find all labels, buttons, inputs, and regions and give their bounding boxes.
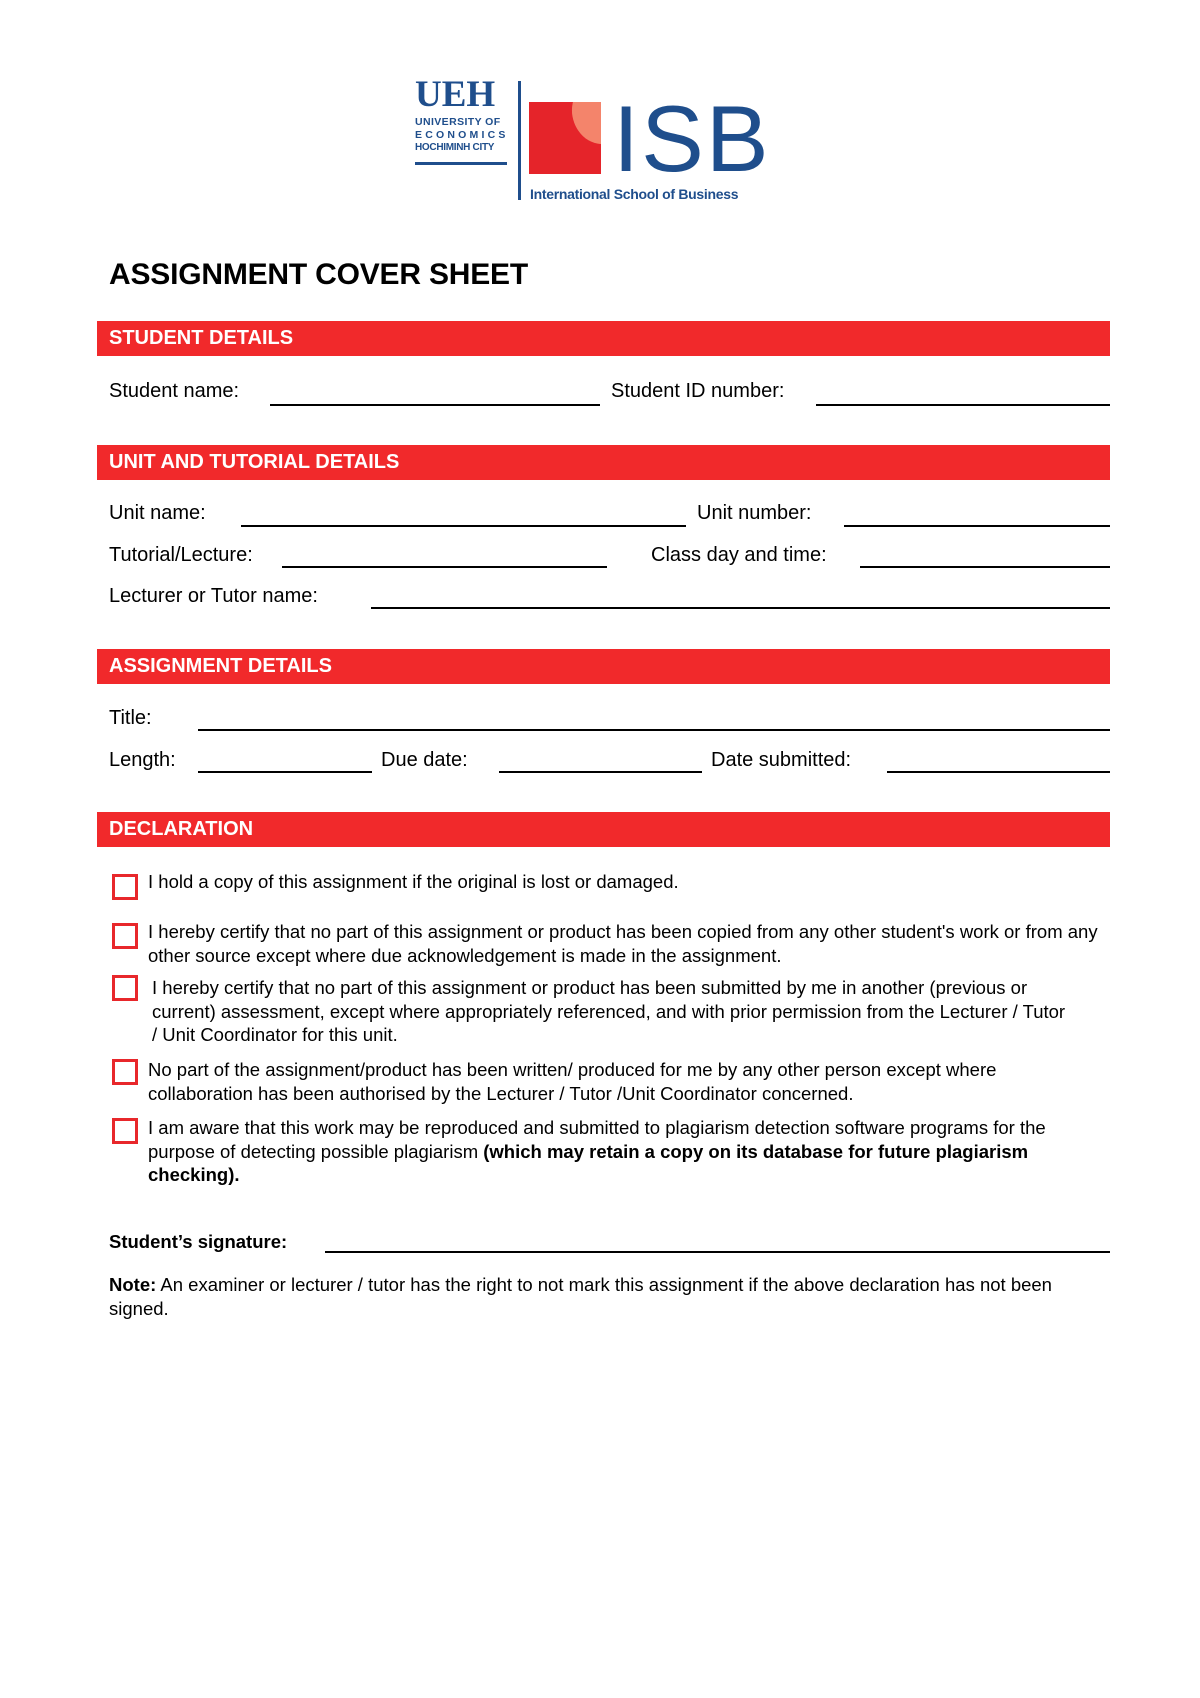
due-date-field[interactable]: [499, 771, 702, 773]
logo-divider: [518, 81, 521, 200]
student-name-label: Student name:: [109, 380, 240, 402]
lecturer-tutor-label: Lecturer or Tutor name:: [109, 585, 318, 607]
isb-logo-subtitle: International School of Business: [530, 186, 739, 202]
note-label: Note:: [109, 1274, 157, 1295]
tutorial-lecture-field[interactable]: [282, 566, 607, 568]
declaration-checkbox-5[interactable]: [112, 1118, 138, 1144]
unit-number-label: Unit number:: [697, 502, 812, 524]
section-assignment-details: [97, 649, 1110, 684]
ueh-logo-underline: [415, 162, 507, 165]
section-unit-details: [97, 445, 1110, 480]
signature-field[interactable]: [325, 1251, 1110, 1253]
tutorial-lecture-label: Tutorial/Lecture:: [109, 544, 253, 566]
isb-emblem-icon: [529, 102, 609, 174]
declaration-checkbox-2[interactable]: [112, 923, 138, 949]
class-day-time-label: Class day and time:: [651, 544, 827, 566]
student-id-label: Student ID number:: [611, 380, 785, 402]
signature-label: Student’s signature:: [109, 1231, 288, 1252]
student-id-field[interactable]: [816, 404, 1110, 406]
date-submitted-label: Date submitted:: [711, 749, 852, 771]
institution-logo: [415, 76, 775, 206]
class-day-time-field[interactable]: [860, 566, 1110, 568]
title-label: Title:: [109, 707, 152, 729]
unit-number-field[interactable]: [844, 525, 1110, 527]
ueh-logo-line2: ECONOMICS: [415, 129, 509, 141]
section-heading: UNIT AND TUTORIAL DETAILS: [109, 451, 400, 473]
note-body: An examiner or lecturer / tutor has the right to not mark this assignment if the above declaration has not been signed.: [109, 1274, 1052, 1319]
length-label: Length:: [109, 749, 176, 771]
page-title: ASSIGNMENT COVER SHEET: [109, 258, 528, 291]
section-heading: STUDENT DETAILS: [109, 327, 294, 349]
declaration-text-1: I hold a copy of this assignment if the original is lost or damaged.: [148, 871, 679, 892]
ueh-logo-wordmark: UEH: [415, 74, 496, 115]
due-date-label: Due date:: [381, 749, 468, 771]
declaration-text-5-bold: (which may retain a copy on its database for future plagiarism checking).: [148, 1140, 1029, 1185]
unit-name-field[interactable]: [241, 525, 686, 527]
section-declaration: [97, 812, 1110, 847]
length-field[interactable]: [198, 771, 372, 773]
declaration-checkbox-3[interactable]: [112, 975, 138, 1001]
title-field[interactable]: [198, 729, 1110, 731]
declaration-text-3: I hereby certify that no part of this assignment or product has been submitted by me in another (previous or current) assessment, except where appropriately referenced, and with prior permission from the Lecturer / Tutor / Unit Coordinator for this unit.: [152, 977, 1066, 1045]
unit-name-label: Unit name:: [109, 502, 206, 524]
declaration-text-5-plain: I am aware that this work may be reproduced and submitted to plagiarism detection software programs for the purpose of detecting possible plagiarism: [148, 1117, 1046, 1162]
student-name-field[interactable]: [270, 404, 600, 406]
lecturer-tutor-field[interactable]: [371, 607, 1110, 609]
ueh-logo-line3: HOCHIMINH CITY: [415, 142, 495, 153]
section-heading: ASSIGNMENT DETAILS: [109, 655, 332, 677]
section-heading: DECLARATION: [109, 818, 254, 840]
section-student-details: [97, 321, 1110, 356]
ueh-logo-line1: UNIVERSITY OF: [415, 116, 501, 128]
isb-logo-wordmark: ISB: [613, 86, 771, 191]
date-submitted-field[interactable]: [887, 771, 1110, 773]
note-text: [109, 1273, 1094, 1320]
declaration-text-5: [148, 1116, 1098, 1187]
declaration-text-4: No part of the assignment/product has been written/ produced for me by any other person except where collaboration has been authorised by the Lecturer / Tutor /Unit Coordinator concerned.: [148, 1059, 997, 1104]
declaration-checkbox-1[interactable]: [112, 874, 138, 900]
declaration-text-2: I hereby certify that no part of this assignment or product has been copied from any other student's work or from any other source except where due acknowledgement is made in the assignment.: [148, 921, 1098, 966]
declaration-checkbox-4[interactable]: [112, 1059, 138, 1085]
